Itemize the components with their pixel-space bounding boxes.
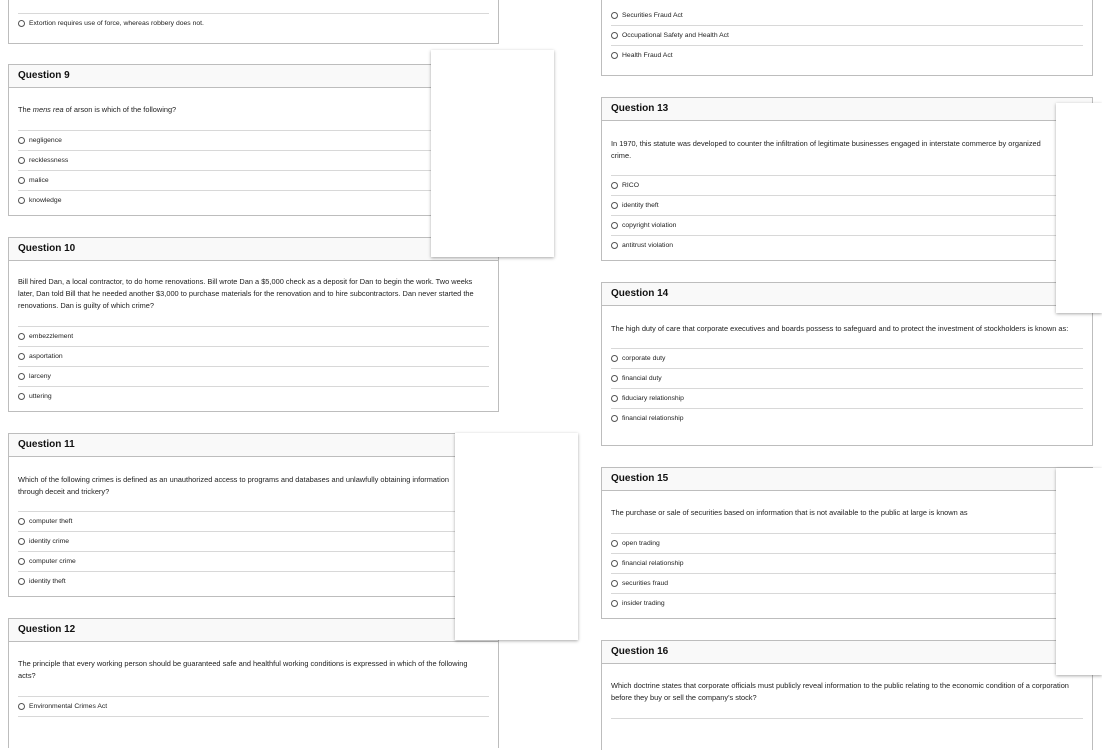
q15-option-2[interactable] [611, 554, 1083, 574]
blank-overlay-panel [1056, 468, 1102, 675]
question-text [9, 104, 486, 116]
question-title: Question 15 [602, 468, 1092, 491]
question-text: The high duty of care that corporate executives and boards possess to safeguard and to protect the investment of stockholders is known as: [611, 324, 1069, 333]
option-label: knowledge [29, 197, 62, 204]
option-label: Health Fraud Act [622, 52, 673, 59]
radio-icon[interactable] [611, 560, 618, 567]
blank-overlay-panel [455, 433, 578, 640]
question-9-card [8, 64, 499, 216]
option-label: financial relationship [622, 560, 684, 567]
question-text: Which doctrine states that corporate officials must publicly reveal information to the public relating to the economic condition of a corporation before they buy or sell the company's stock? [611, 681, 1069, 702]
q10-option-2[interactable] [18, 347, 489, 367]
option-label: computer crime [29, 558, 76, 565]
option-label: identity theft [29, 578, 66, 585]
radio-icon[interactable] [18, 703, 25, 710]
radio-icon[interactable] [611, 395, 618, 402]
question-title: Question 12 [9, 619, 498, 642]
option-label: Securities Fraud Act [622, 12, 683, 19]
q9-option-2[interactable] [18, 151, 489, 171]
option-label: insider trading [622, 600, 665, 607]
blank-overlay-panel [1056, 103, 1102, 313]
radio-icon[interactable] [611, 222, 618, 229]
radio-icon[interactable] [611, 415, 618, 422]
q12-option-1[interactable] [18, 697, 489, 717]
radio-icon[interactable] [611, 580, 618, 587]
radio-icon[interactable] [18, 333, 25, 340]
radio-icon[interactable] [18, 157, 25, 164]
option-label: Extortion requires use of force, whereas robbery does not. [29, 20, 204, 27]
radio-icon[interactable] [18, 137, 25, 144]
q9-option-3[interactable] [18, 171, 489, 191]
question-title: Question 16 [602, 641, 1092, 664]
option-label: asportation [29, 353, 63, 360]
option-label: larceny [29, 373, 51, 380]
question-text: In 1970, this statute was developed to counter the infiltration of legitimate businesses engaged in interstate commerce by organized crime. [611, 139, 1041, 160]
q11-option-4[interactable] [18, 572, 489, 591]
q9-options [18, 130, 489, 210]
question-title: Question 14 [602, 283, 1092, 306]
question-text: Which of the following crimes is defined as an unauthorized access to programs and databases and unlawfully obtaining information through deceit and trickery? [18, 475, 449, 496]
option-label: corporate duty [622, 355, 666, 362]
q10-option-3[interactable] [18, 367, 489, 387]
question-title: Question 13 [602, 98, 1092, 121]
radio-icon[interactable] [611, 540, 618, 547]
radio-icon[interactable] [611, 242, 618, 249]
option-label: uttering [29, 393, 52, 400]
q12-options [18, 696, 489, 717]
option-label: financial relationship [622, 415, 684, 422]
question-text: The purchase or sale of securities based on information that is not available to the public at large is known as [611, 508, 968, 517]
q13-option-4[interactable] [611, 236, 1083, 255]
q11-option-3[interactable] [18, 552, 489, 572]
radio-icon[interactable] [18, 353, 25, 360]
option-label: identity crime [29, 538, 70, 545]
q14-options [611, 348, 1083, 428]
option-label: copyright violation [622, 222, 677, 229]
option-label: recklessness [29, 157, 69, 164]
radio-icon[interactable] [18, 20, 25, 27]
q12-option-4[interactable] [611, 46, 1083, 65]
q15-options [611, 533, 1083, 613]
radio-icon[interactable] [611, 182, 618, 189]
option-label: negligence [29, 137, 62, 144]
q14-option-1[interactable] [611, 349, 1083, 369]
option-label: Occupational Safety and Health Act [622, 32, 729, 39]
q16-options [611, 718, 1083, 719]
option-label: Environmental Crimes Act [29, 703, 108, 710]
q14-option-4[interactable] [611, 409, 1083, 428]
question-text-post: of arson is which of the following? [63, 105, 177, 114]
radio-icon[interactable] [18, 393, 25, 400]
q12-options-continued [611, 6, 1083, 65]
question-12-continued-card [601, 0, 1093, 76]
radio-icon[interactable] [18, 518, 25, 525]
question-title: Question 11 [9, 434, 498, 457]
option-label: computer theft [29, 518, 73, 525]
question-11-card [8, 433, 499, 597]
question-14-card [601, 282, 1093, 446]
option-label: malice [29, 177, 49, 184]
q8-options [18, 13, 489, 33]
question-10-card [8, 237, 499, 412]
option-label: RICO [622, 182, 639, 189]
option-label: antitrust violation [622, 242, 674, 249]
q11-option-2[interactable] [18, 532, 489, 552]
radio-icon[interactable] [18, 177, 25, 184]
q13-options [611, 175, 1083, 255]
question-text: The principle that every working person should be guaranteed safe and healthful working conditions is expressed in which of the following acts? [18, 659, 468, 680]
question-text-emphasis: mens rea [32, 105, 64, 114]
radio-icon[interactable] [18, 578, 25, 585]
q11-option-1[interactable] [18, 512, 489, 532]
radio-icon[interactable] [611, 355, 618, 362]
q13-option-1[interactable] [611, 176, 1083, 196]
radio-icon[interactable] [18, 197, 25, 204]
q14-option-2[interactable] [611, 369, 1083, 389]
radio-icon[interactable] [611, 52, 618, 59]
radio-icon[interactable] [18, 558, 25, 565]
question-13-card [601, 97, 1093, 261]
question-text: Bill hired Dan, a local contractor, to do home renovations. Bill wrote Dan a $5,000 check as a deposit for Dan to begin the work. Two weeks later, Dan told Bill that he needed another $3,000 to purchase materials for the renovation and to hire subcontractors. Dan never started the renovations. Dan is guilty of which crime? [18, 277, 474, 310]
radio-icon[interactable] [611, 375, 618, 382]
q10-option-4[interactable] [18, 387, 489, 406]
question-16-card [601, 640, 1093, 750]
q12-option-2[interactable] [611, 6, 1083, 26]
option-label: embezzlement [29, 333, 74, 340]
q14-option-3[interactable] [611, 389, 1083, 409]
option-label: open trading [622, 540, 660, 547]
q15-option-3[interactable] [611, 574, 1083, 594]
question-12-card [8, 618, 499, 748]
blank-overlay-panel [431, 50, 554, 257]
q13-option-2[interactable] [611, 196, 1083, 216]
radio-icon[interactable] [18, 538, 25, 545]
q11-options [18, 511, 489, 591]
radio-icon[interactable] [611, 32, 618, 39]
q12-option-3[interactable] [611, 26, 1083, 46]
q10-options [18, 326, 489, 406]
q15-option-4[interactable] [611, 594, 1083, 613]
q10-option-1[interactable] [18, 327, 489, 347]
option-label: fiduciary relationship [622, 395, 684, 402]
radio-icon[interactable] [611, 202, 618, 209]
q8-option-1[interactable] [18, 14, 489, 33]
question-title: Question 10 [9, 238, 498, 261]
option-label: securities fraud [622, 580, 669, 587]
radio-icon[interactable] [18, 373, 25, 380]
question-title: Question 9 [9, 65, 498, 88]
question-15-card [601, 467, 1093, 619]
option-label: financial duty [622, 375, 662, 382]
q9-option-4[interactable] [18, 191, 489, 210]
q15-option-1[interactable] [611, 534, 1083, 554]
question-text-pre: The [18, 105, 33, 114]
q9-option-1[interactable] [18, 131, 489, 151]
radio-icon[interactable] [611, 600, 618, 607]
q13-option-3[interactable] [611, 216, 1083, 236]
option-label: identity theft [622, 202, 659, 209]
radio-icon[interactable] [611, 12, 618, 19]
question-8-card [8, 0, 499, 44]
